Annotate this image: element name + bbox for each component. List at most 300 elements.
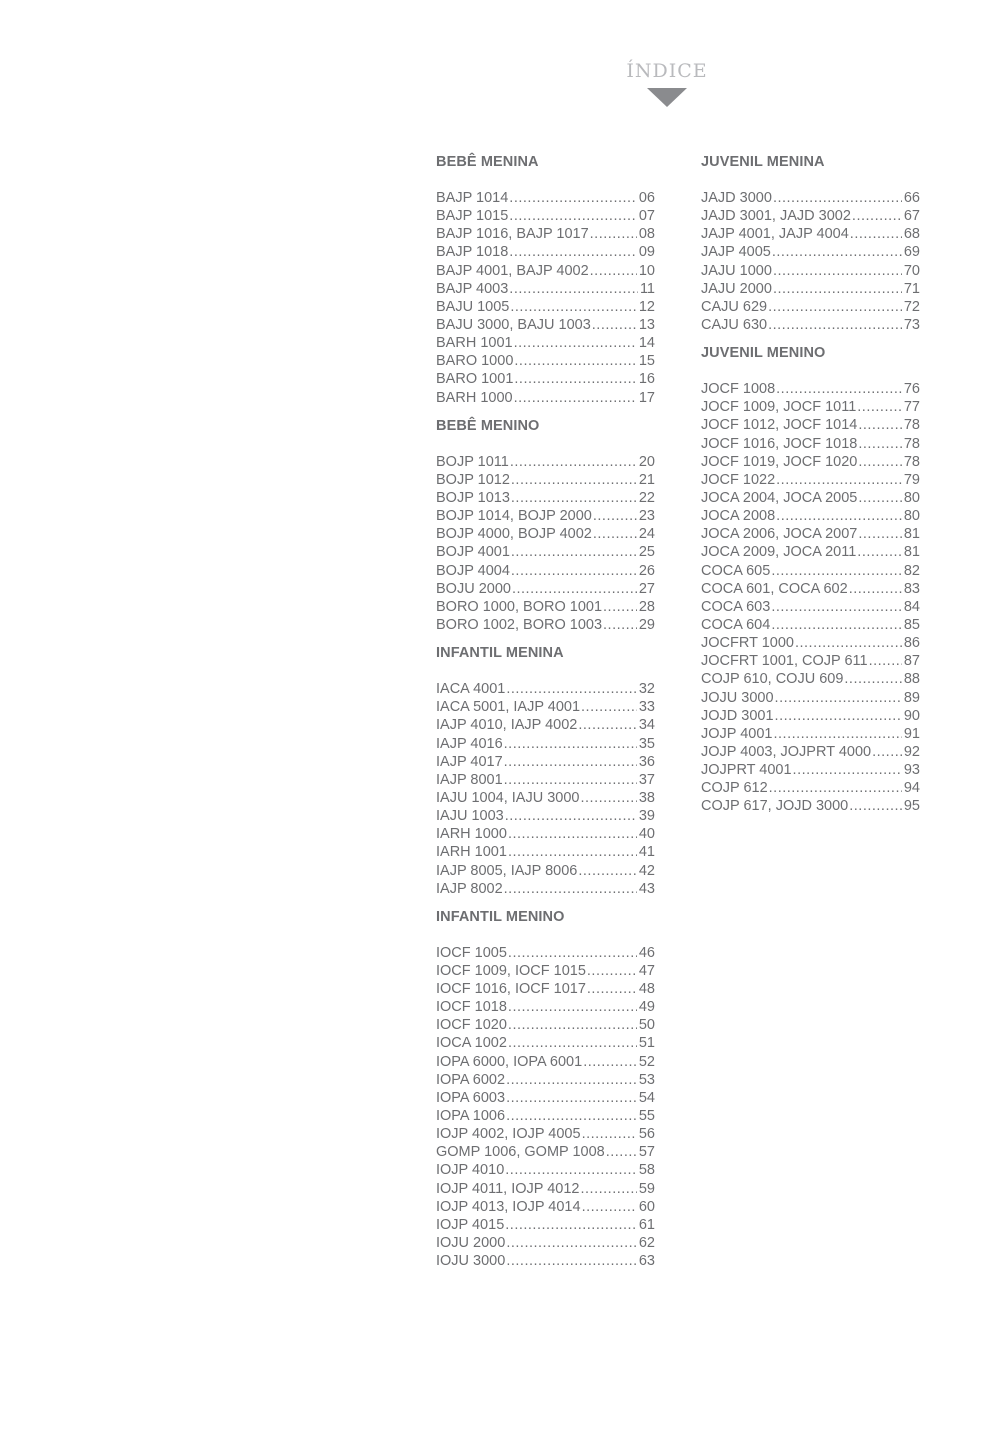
index-entry <box>701 689 920 707</box>
entry-label: COJP 617, JOJD 3000 <box>701 798 849 815</box>
index-entry <box>436 489 655 507</box>
entry-label: JOCFRT 1000 <box>701 635 794 652</box>
entry-page-number: 82 <box>903 562 920 579</box>
entry-label: IAJP 8001 <box>436 771 503 788</box>
dot-leader <box>508 1034 637 1052</box>
dot-leader <box>581 1180 637 1198</box>
entry-page-number: 43 <box>638 880 655 897</box>
dot-leader <box>771 616 902 634</box>
entry-page-number: 93 <box>903 762 920 779</box>
dot-leader <box>872 743 902 761</box>
index-section <box>436 417 655 634</box>
dot-leader <box>504 735 637 753</box>
entry-page-number: 80 <box>903 508 920 525</box>
entry-label: IOJP 4013, IOJP 4014 <box>436 1198 581 1215</box>
dot-leader <box>857 543 902 561</box>
index-entry <box>701 398 920 416</box>
index-entry <box>701 634 920 652</box>
entry-page-number: 38 <box>638 789 655 806</box>
entry-label: CAJU 629 <box>701 298 768 315</box>
dot-leader <box>506 1252 637 1270</box>
entry-label: JOJP 4001 <box>701 725 773 742</box>
entry-page-number: 41 <box>638 844 655 861</box>
entry-label: IAJU 1004, IAJU 3000 <box>436 789 580 806</box>
section-title: INFANTIL MENINA <box>436 645 564 662</box>
dot-leader <box>511 543 637 561</box>
entry-label: IAJP 8002 <box>436 880 503 897</box>
dot-leader <box>769 779 902 797</box>
entry-page-number: 70 <box>903 262 920 279</box>
entry-page-number: 08 <box>638 226 655 243</box>
index-entry <box>701 189 920 207</box>
dot-leader <box>771 562 902 580</box>
dot-leader <box>773 262 902 280</box>
index-entry <box>701 797 920 815</box>
dot-leader <box>514 334 637 352</box>
dot-leader <box>772 243 902 261</box>
entry-page-number: 10 <box>638 262 655 279</box>
entry-label: BAJP 1014 <box>436 190 509 206</box>
entry-label: JAJP 4001, JAJP 4004 <box>701 226 849 243</box>
index-entry <box>436 1216 655 1234</box>
dot-leader <box>795 634 902 652</box>
index-entry <box>436 1016 655 1034</box>
entry-label: BOJP 1013 <box>436 489 510 506</box>
entry-label: JOJD 3001 <box>701 707 774 724</box>
entry-label: JAJD 3000 <box>701 190 772 206</box>
entry-page-number: 52 <box>638 1053 655 1070</box>
dot-leader <box>587 962 637 980</box>
entry-page-number: 58 <box>638 1162 655 1179</box>
entry-page-number: 59 <box>638 1180 655 1197</box>
index-entry <box>436 598 655 616</box>
entry-label: IACA 5001, IAJP 4001 <box>436 699 581 716</box>
index-entry <box>701 489 920 507</box>
entry-label: BOJP 4000, BOJP 4002 <box>436 526 592 543</box>
entry-label: JAJU 1000 <box>701 262 772 279</box>
entry-page-number: 87 <box>903 653 920 670</box>
dot-leader <box>508 843 637 861</box>
dot-leader <box>504 753 637 771</box>
index-entry <box>436 753 655 771</box>
dot-leader <box>768 316 902 334</box>
dot-leader <box>511 471 637 489</box>
entry-page-number: 78 <box>903 435 920 452</box>
index-entry <box>436 580 655 598</box>
entry-label: BAJU 3000, BAJU 1003 <box>436 316 591 333</box>
entry-page-number: 06 <box>638 190 655 206</box>
dot-leader <box>603 598 637 616</box>
entry-label: JOCF 1016, JOCF 1018 <box>701 435 858 452</box>
entry-label: JOCF 1012, JOCF 1014 <box>701 417 858 434</box>
index-entry <box>701 580 920 598</box>
entry-label: IOPA 6000, IOPA 6001 <box>436 1053 583 1070</box>
index-entry <box>436 207 655 225</box>
entry-label: IOJP 4015 <box>436 1216 505 1233</box>
entry-label: JOCF 1008 <box>701 381 776 398</box>
dot-leader <box>580 789 636 807</box>
index-entry <box>436 1234 655 1252</box>
entry-page-number: 50 <box>638 1017 655 1034</box>
entry-label: COCA 603 <box>701 598 771 615</box>
entry-label: BOJP 1012 <box>436 471 510 488</box>
entry-page-number: 79 <box>903 471 920 488</box>
entry-page-number: 72 <box>903 298 920 315</box>
entry-label: BARH 1000 <box>436 389 513 406</box>
entry-label: IACA 4001 <box>436 681 506 698</box>
dot-leader <box>514 389 637 407</box>
index-entry <box>701 652 920 670</box>
triangle-down-icon <box>647 88 687 107</box>
entry-page-number: 61 <box>638 1216 655 1233</box>
entry-label: BARH 1001 <box>436 335 513 352</box>
entry-label: BOJP 4004 <box>436 562 510 579</box>
index-entry <box>701 525 920 543</box>
dot-leader <box>869 652 902 670</box>
entry-label: BAJP 1018 <box>436 244 509 261</box>
index-entry <box>436 735 655 753</box>
entry-page-number: 71 <box>903 280 920 297</box>
index-entry <box>701 380 920 398</box>
index-entry <box>701 243 920 261</box>
entry-label: JOCF 1009, JOCF 1011 <box>701 399 857 416</box>
index-entry <box>436 980 655 998</box>
index-entry <box>436 543 655 561</box>
index-entry <box>701 616 920 634</box>
entry-label: JOCA 2004, JOCA 2005 <box>701 489 858 506</box>
dot-leader <box>849 797 902 815</box>
dot-leader <box>606 1143 637 1161</box>
entry-page-number: 69 <box>903 244 920 261</box>
entry-label: GOMP 1006, GOMP 1008 <box>436 1144 605 1161</box>
dot-leader <box>581 698 637 716</box>
dot-leader <box>776 507 902 525</box>
entry-label: IOPA 6002 <box>436 1071 506 1088</box>
index-entry <box>436 243 655 261</box>
index-entry <box>701 435 920 453</box>
index-entry <box>701 725 920 743</box>
entry-label: JOCF 1019, JOCF 1020 <box>701 453 858 470</box>
index-entry <box>436 998 655 1016</box>
entry-label: IOCF 1005 <box>436 944 507 961</box>
entry-page-number: 07 <box>638 208 655 225</box>
dot-leader <box>509 189 637 207</box>
entry-label: BOJU 2000 <box>436 580 511 597</box>
index-entry <box>701 507 920 525</box>
entry-page-number: 48 <box>638 981 655 998</box>
dot-leader <box>793 761 902 779</box>
index-entry <box>436 298 655 316</box>
entry-page-number: 28 <box>638 598 655 615</box>
dot-leader <box>506 1071 637 1089</box>
dot-leader <box>858 525 901 543</box>
entry-label: JOCA 2006, JOCA 2007 <box>701 526 858 543</box>
entry-page-number: 86 <box>903 635 920 652</box>
entry-page-number: 40 <box>638 826 655 843</box>
entry-label: BORO 1000, BORO 1001 <box>436 598 603 615</box>
index-entry <box>436 370 655 388</box>
index-entry <box>701 262 920 280</box>
entry-page-number: 63 <box>638 1253 655 1270</box>
entry-page-number: 66 <box>903 190 920 206</box>
index-entry <box>436 1034 655 1052</box>
dot-leader <box>504 880 637 898</box>
index-entry <box>436 1107 655 1125</box>
index-entry <box>701 316 920 334</box>
entry-page-number: 25 <box>638 544 655 561</box>
index-entry <box>701 280 920 298</box>
entry-label: BAJP 1016, BAJP 1017 <box>436 226 589 243</box>
index-entry <box>436 316 655 334</box>
index-entry <box>436 262 655 280</box>
entry-label: BORO 1002, BORO 1003 <box>436 616 603 633</box>
dot-leader <box>508 825 637 843</box>
dot-leader <box>776 471 902 489</box>
entry-page-number: 16 <box>638 371 655 388</box>
dot-leader <box>852 207 902 225</box>
dot-leader <box>506 1234 637 1252</box>
entry-page-number: 83 <box>903 580 920 597</box>
entry-page-number: 14 <box>638 335 655 352</box>
entry-label: IOCF 1018 <box>436 999 507 1016</box>
dot-leader <box>590 262 637 280</box>
index-entry <box>701 298 920 316</box>
index-entry <box>701 761 920 779</box>
entry-page-number: 55 <box>638 1108 655 1125</box>
dot-leader <box>506 680 637 698</box>
entry-page-number: 81 <box>903 526 920 543</box>
dot-leader <box>858 453 902 471</box>
dot-leader <box>582 1125 637 1143</box>
index-entry <box>701 779 920 797</box>
index-entry <box>436 562 655 580</box>
index-entry <box>436 389 655 407</box>
entry-label: IAJU 1003 <box>436 808 504 825</box>
index-entry <box>436 453 655 471</box>
section-title: BEBÊ MENINA <box>436 154 539 170</box>
dot-leader <box>506 1089 637 1107</box>
index-entry <box>436 352 655 370</box>
entry-label: IARH 1000 <box>436 826 507 843</box>
entry-label: IOJP 4002, IOJP 4005 <box>436 1126 581 1143</box>
entry-page-number: 95 <box>903 798 920 815</box>
index-entry <box>701 471 920 489</box>
index-section <box>701 344 920 815</box>
entry-page-number: 80 <box>903 489 920 506</box>
entry-label: IAJP 8005, IAJP 8006 <box>436 862 578 879</box>
index-entry <box>436 1053 655 1071</box>
dot-leader <box>578 716 637 734</box>
entry-label: IAJP 4017 <box>436 753 503 770</box>
entry-label: BAJP 4001, BAJP 4002 <box>436 262 589 279</box>
dot-leader <box>590 225 637 243</box>
index-entry <box>701 207 920 225</box>
dot-leader <box>858 489 901 507</box>
entry-label: IOCF 1009, IOCF 1015 <box>436 962 586 979</box>
dot-leader <box>858 416 902 434</box>
dot-leader <box>504 771 637 789</box>
entry-label: BOJP 4001 <box>436 544 510 561</box>
index-entry <box>436 471 655 489</box>
entry-label: JOCF 1022 <box>701 471 776 488</box>
entry-label: COJP 612 <box>701 780 768 797</box>
index-entry <box>436 525 655 543</box>
entry-label: IAJP 4016 <box>436 735 503 752</box>
entry-page-number: 24 <box>638 526 655 543</box>
dot-leader <box>603 616 637 634</box>
index-entry <box>436 962 655 980</box>
index-entry <box>436 789 655 807</box>
index-entry <box>436 698 655 716</box>
entry-page-number: 11 <box>639 280 655 297</box>
index-entry <box>436 944 655 962</box>
index-entry <box>436 1198 655 1216</box>
dot-leader <box>511 489 637 507</box>
index-entry <box>436 1125 655 1143</box>
dot-leader <box>508 998 637 1016</box>
dot-leader <box>506 1107 637 1125</box>
entry-label: IOPA 1006 <box>436 1108 506 1125</box>
dot-leader <box>592 316 637 334</box>
section-title: INFANTIL MENINO <box>436 908 565 925</box>
index-entry <box>701 670 920 688</box>
entry-label: IOPA 6003 <box>436 1089 506 1106</box>
entry-page-number: 26 <box>638 562 655 579</box>
entry-label: IOJP 4010 <box>436 1162 505 1179</box>
entry-label: COCA 605 <box>701 562 771 579</box>
entry-page-number: 62 <box>638 1235 655 1252</box>
entry-page-number: 88 <box>903 671 920 688</box>
entry-label: JOCFRT 1001, COJP 611 <box>701 653 868 670</box>
entry-page-number: 35 <box>638 735 655 752</box>
index-section <box>436 644 655 898</box>
index-section <box>701 153 920 334</box>
page-title: ÍNDICE <box>626 60 708 82</box>
entry-page-number: 32 <box>638 681 655 698</box>
dot-leader <box>511 562 637 580</box>
dot-leader <box>510 453 637 471</box>
entry-label: COJP 610, COJU 609 <box>701 671 844 688</box>
index-column-left <box>436 153 655 1280</box>
entry-page-number: 53 <box>638 1071 655 1088</box>
entry-label: CAJU 630 <box>701 316 768 333</box>
index-entry <box>436 1252 655 1270</box>
entry-page-number: 91 <box>903 725 920 742</box>
entry-label: JOJU 3000 <box>701 689 774 706</box>
entry-page-number: 90 <box>903 707 920 724</box>
entry-label: IOJP 4011, IOJP 4012 <box>436 1180 580 1197</box>
entry-page-number: 42 <box>638 862 655 879</box>
entry-label: BOJP 1014, BOJP 2000 <box>436 508 592 525</box>
dot-leader <box>844 670 901 688</box>
entry-label: JOJPRT 4001 <box>701 762 792 779</box>
index-entry <box>701 225 920 243</box>
dot-leader <box>768 298 902 316</box>
dot-leader <box>583 1053 637 1071</box>
entry-page-number: 67 <box>903 208 920 225</box>
dot-leader <box>773 189 902 207</box>
entry-page-number: 81 <box>903 544 920 561</box>
section-title: JUVENIL MENINO <box>701 345 826 362</box>
entry-label: IARH 1001 <box>436 844 507 861</box>
dot-leader <box>771 598 902 616</box>
entry-page-number: 68 <box>903 226 920 243</box>
index-entry <box>436 507 655 525</box>
index-entry <box>436 1180 655 1198</box>
index-entry <box>436 1071 655 1089</box>
index-entry <box>701 562 920 580</box>
entry-page-number: 39 <box>638 808 655 825</box>
dot-leader <box>849 580 902 598</box>
entry-page-number: 94 <box>903 780 920 797</box>
entry-label: IOJU 2000 <box>436 1235 506 1252</box>
entry-page-number: 73 <box>903 316 920 333</box>
entry-label: COCA 601, COCA 602 <box>701 580 848 597</box>
dot-leader <box>850 225 902 243</box>
entry-label: IOCF 1016, IOCF 1017 <box>436 981 586 998</box>
entry-page-number: 56 <box>638 1126 655 1143</box>
entry-page-number: 27 <box>638 580 655 597</box>
dot-leader <box>509 207 637 225</box>
index-entry <box>701 743 920 761</box>
entry-page-number: 60 <box>638 1198 655 1215</box>
entry-label: IOCF 1020 <box>436 1017 507 1034</box>
entry-page-number: 84 <box>903 598 920 615</box>
entry-page-number: 12 <box>638 298 655 315</box>
entry-page-number: 17 <box>638 389 655 406</box>
dot-leader <box>514 370 636 388</box>
entry-page-number: 47 <box>638 962 655 979</box>
entry-page-number: 21 <box>638 471 655 488</box>
entry-page-number: 49 <box>638 999 655 1016</box>
entry-label: JAJU 2000 <box>701 280 772 297</box>
entry-page-number: 29 <box>638 616 655 633</box>
entry-label: COCA 604 <box>701 616 771 633</box>
dot-leader <box>509 280 638 298</box>
index-entry <box>436 189 655 207</box>
index-entry <box>436 880 655 898</box>
index-entry <box>436 807 655 825</box>
index-entry <box>436 771 655 789</box>
entry-page-number: 76 <box>903 381 920 398</box>
entry-label: BARO 1001 <box>436 371 514 388</box>
entry-label: JOCA 2009, JOCA 2011 <box>701 544 857 561</box>
entry-label: BAJP 4003 <box>436 280 509 297</box>
section-title: JUVENIL MENINA <box>701 154 825 170</box>
entry-page-number: 57 <box>638 1144 655 1161</box>
entry-label: IOJU 3000 <box>436 1253 506 1270</box>
dot-leader <box>587 980 637 998</box>
index-entry <box>436 862 655 880</box>
index-entry <box>701 707 920 725</box>
index-entry <box>436 1089 655 1107</box>
entry-page-number: 85 <box>903 616 920 633</box>
entry-page-number: 78 <box>903 417 920 434</box>
entry-page-number: 77 <box>903 399 920 416</box>
entry-label: JOJP 4003, JOJPRT 4000 <box>701 743 872 760</box>
index-entry <box>701 453 920 471</box>
dot-leader <box>578 862 637 880</box>
dot-leader <box>857 398 902 416</box>
index-entry <box>701 416 920 434</box>
index-entry <box>436 716 655 734</box>
entry-page-number: 33 <box>638 699 655 716</box>
index-entry <box>436 334 655 352</box>
index-column-right <box>701 153 920 826</box>
entry-page-number: 23 <box>638 508 655 525</box>
dot-leader <box>582 1198 637 1216</box>
entry-label: IOCA 1002 <box>436 1035 507 1052</box>
